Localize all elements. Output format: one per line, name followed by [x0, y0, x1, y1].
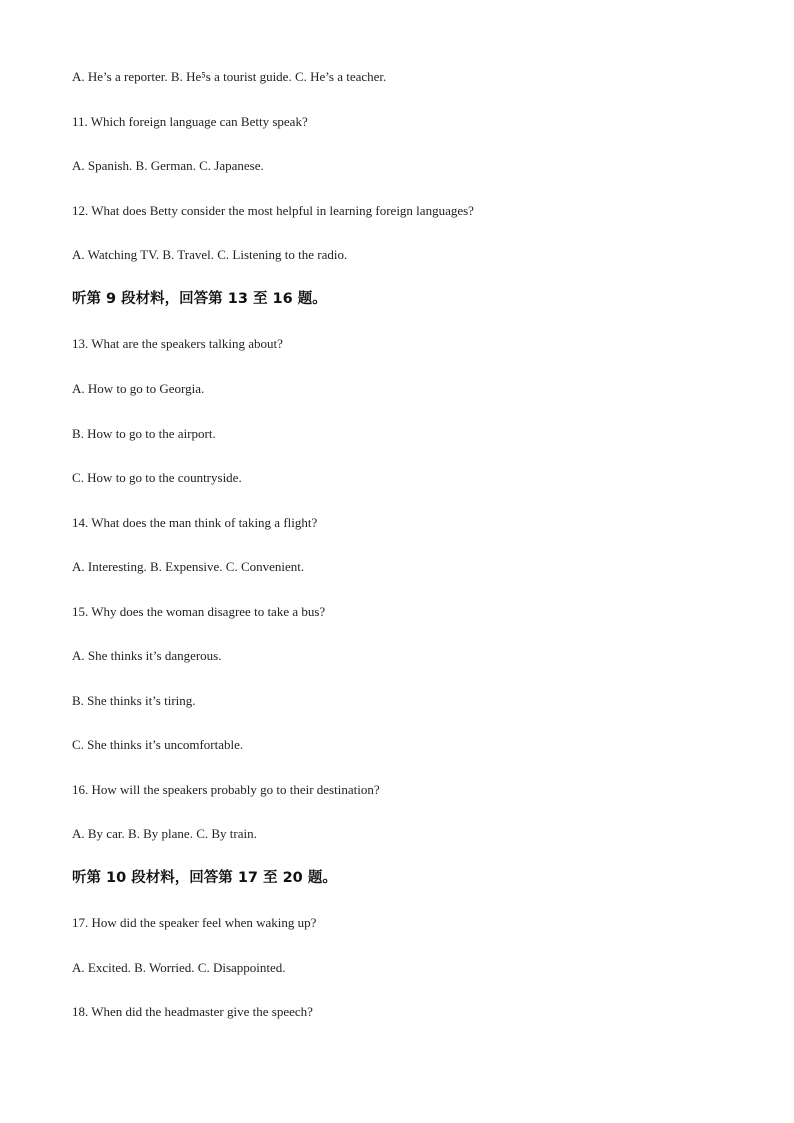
option-line-q16: A. By car. B. By plane. C. By train.: [72, 826, 257, 841]
option-line-q10: A. He’s a reporter. B. He⁵s a tourist guide. C. He’s a teacher.: [72, 69, 387, 84]
question-18: 18. When did the headmaster give the speech?: [72, 1004, 313, 1019]
question-11: 11. Which foreign language can Betty speak?: [72, 114, 308, 129]
option-15-c: C. She thinks it’s uncomfortable.: [72, 737, 244, 752]
option-line-q14: A. Interesting. B. Expensive. C. Convenient.: [72, 559, 305, 574]
option-line-q17: A. Excited. B. Worried. C. Disappointed.: [72, 960, 286, 975]
option-13-b: B. How to go to the airport.: [72, 426, 216, 441]
question-12: 12. What does Betty consider the most helpful in learning foreign languages?: [72, 203, 474, 218]
section-heading-10: 听第 10 段材料，回答第 17 至 20 题。: [72, 870, 337, 886]
option-line-q11: A. Spanish. B. German. C. Japanese.: [72, 158, 264, 173]
question-16: 16. How will the speakers probably go to their destination?: [72, 782, 380, 797]
question-14: 14. What does the man think of taking a flight?: [72, 515, 318, 530]
question-17: 17. How did the speaker feel when waking up?: [72, 915, 317, 930]
section-heading-9: 听第 9 段材料，回答第 13 至 16 题。: [72, 291, 327, 307]
option-15-b: B. She thinks it’s tiring.: [72, 693, 196, 708]
option-15-a: A. She thinks it’s dangerous.: [72, 648, 222, 663]
option-13-a: A. How to go to Georgia.: [72, 381, 205, 396]
option-line-q12: A. Watching TV. B. Travel. C. Listening to the radio.: [72, 247, 348, 262]
question-13: 13. What are the speakers talking about?: [72, 336, 283, 351]
question-15: 15. Why does the woman disagree to take a bus?: [72, 604, 326, 619]
option-13-c: C. How to go to the countryside.: [72, 470, 242, 485]
